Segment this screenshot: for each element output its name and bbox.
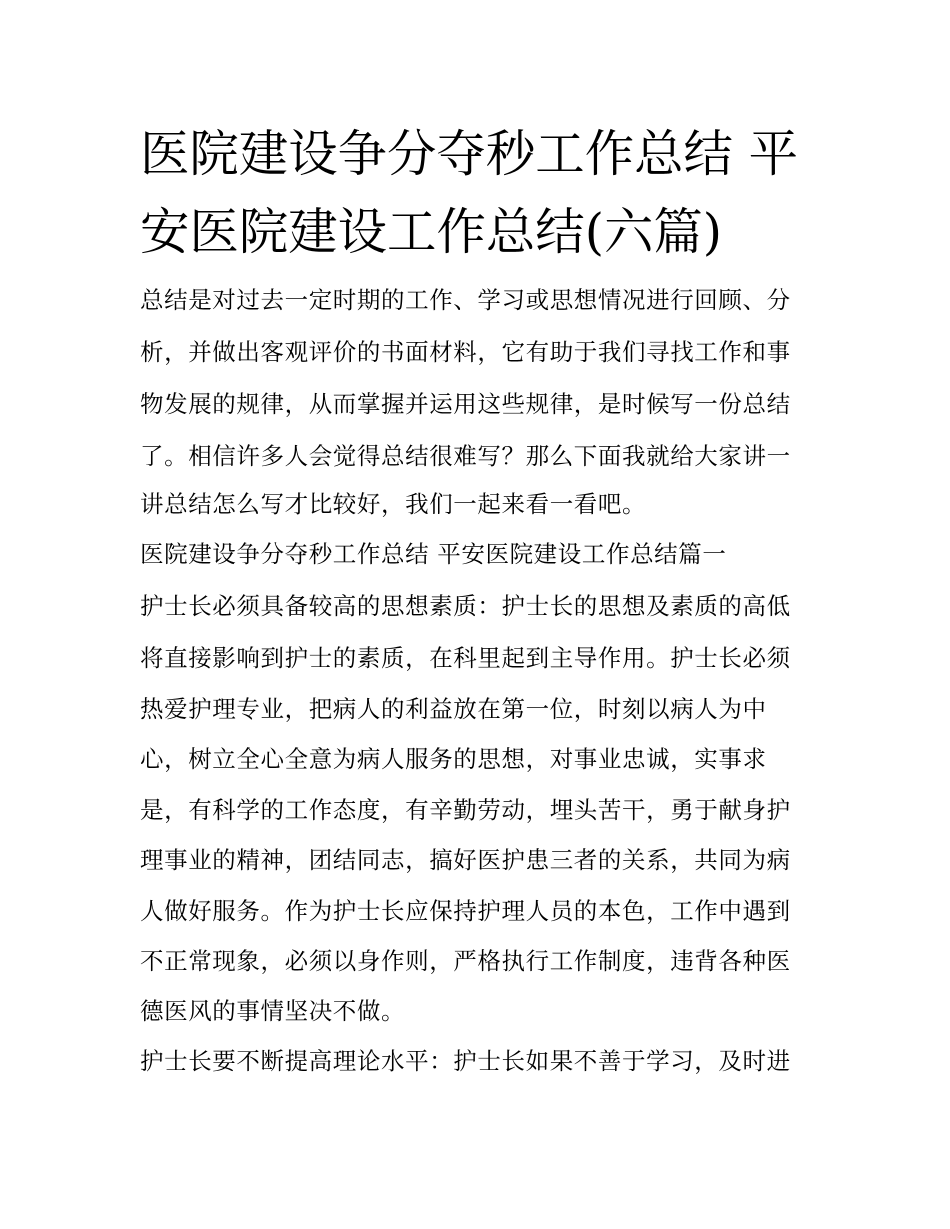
paragraph-line: 析，并做出客观评价的书面材料，它有助于我们寻找工作和事 xyxy=(140,338,791,366)
title-line-2: 安医院建设工作总结(六篇) xyxy=(140,203,723,261)
paragraph-line: 德医风的事情坚决不做。 xyxy=(140,997,406,1025)
paragraph-line: 人做好服务。作为护士长应保持护理人员的本色，工作中遇到 xyxy=(140,897,791,925)
paragraph-line: 将直接影响到护士的素质，在科里起到主导作用。护士长必须 xyxy=(140,644,791,672)
paragraph-line: 理事业的精神，团结同志，搞好医护患三者的关系，共同为病 xyxy=(140,846,791,874)
paragraph-line: 了。相信许多人会觉得总结很难写？那么下面我就给大家讲一 xyxy=(140,442,791,470)
title-line-1: 医院建设争分夺秒工作总结 平 xyxy=(140,125,799,183)
paragraph-line: 物发展的规律，从而掌握并运用这些规律，是时候写一份总结 xyxy=(140,390,791,418)
document-title xyxy=(140,115,820,271)
section-heading: 医院建设争分夺秒工作总结 平安医院建设工作总结篇一 xyxy=(140,540,727,568)
paragraph-line: 总结是对过去一定时期的工作、学习或思想情况进行回顾、分 xyxy=(140,286,791,314)
paragraph-line: 不正常现象，必须以身作则，严格执行工作制度，违背各种医 xyxy=(140,947,791,975)
paragraph-line: 是，有科学的工作态度，有辛勤劳动，埋头苦干，勇于献身护 xyxy=(140,796,791,824)
paragraph-line: 讲总结怎么写才比较好，我们一起来看一看吧。 xyxy=(140,490,647,518)
paragraph-line: 心，树立全心全意为病人服务的思想，对事业忠诚，实事求 xyxy=(140,745,767,773)
paragraph-line: 热爱护理专业，把病人的利益放在第一位，时刻以病人为中 xyxy=(140,695,767,723)
paragraph-line: 护士长要不断提高理论水平：护士长如果不善于学习，及时进 xyxy=(140,1047,791,1075)
paragraph-line: 护士长必须具备较高的思想素质：护士长的思想及素质的高低 xyxy=(140,592,791,620)
